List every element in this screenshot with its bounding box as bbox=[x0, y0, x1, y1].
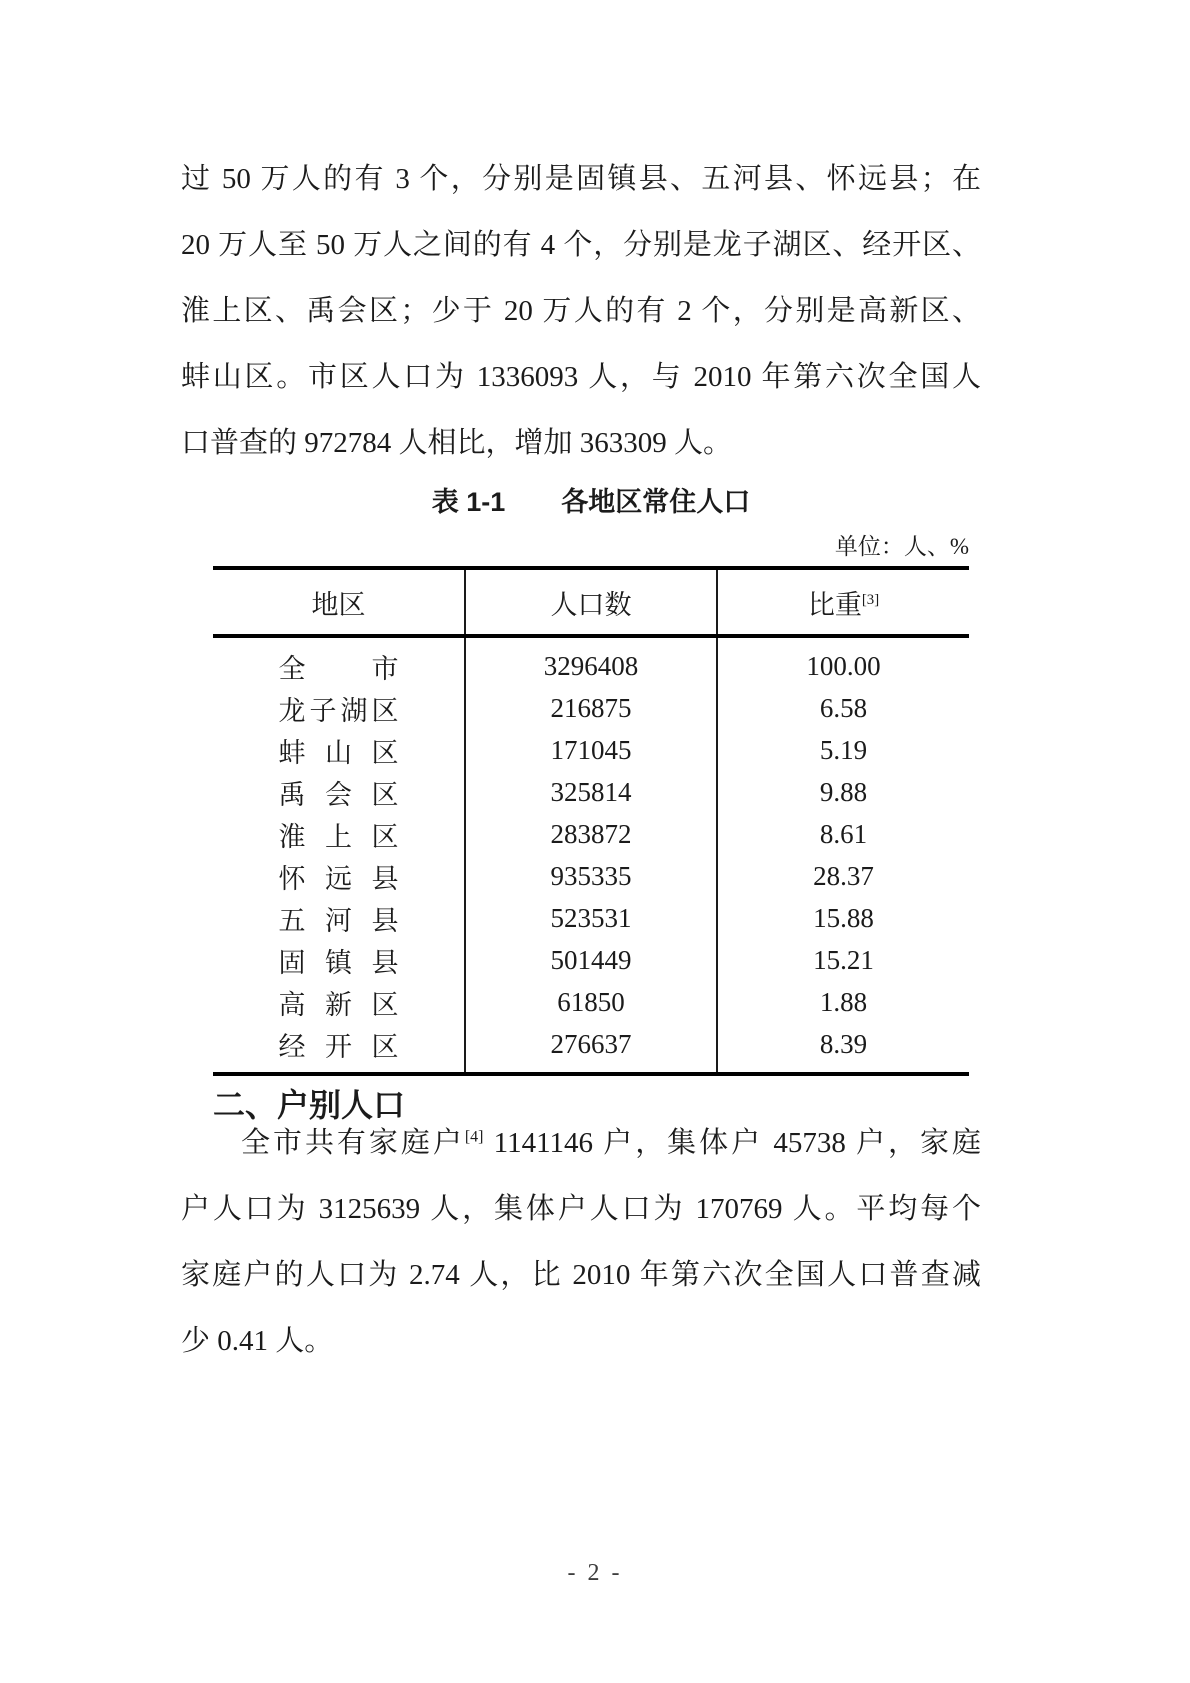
region-name: 全市 bbox=[278, 653, 399, 684]
table-row bbox=[213, 939, 969, 981]
table-row bbox=[213, 729, 969, 771]
proportion-cell: 8.39 bbox=[717, 1023, 969, 1074]
table-row bbox=[213, 813, 969, 855]
population-cell: 935335 bbox=[465, 855, 717, 897]
col-header-proportion-label: 比重 bbox=[807, 589, 862, 620]
region-cell bbox=[213, 813, 465, 855]
region-name: 淮上区 bbox=[278, 821, 399, 852]
col-header-proportion bbox=[717, 568, 969, 636]
region-name: 禹会区 bbox=[278, 779, 399, 810]
population-cell: 283872 bbox=[465, 813, 717, 855]
proportion-cell: 9.88 bbox=[717, 771, 969, 813]
text-line: 蚌山区。市区人口为 1336093 人，与 2010 年第六次全国人 bbox=[181, 361, 981, 393]
text-line bbox=[181, 1110, 981, 1176]
table-number-label: 表 1-1 bbox=[431, 487, 506, 517]
population-cell: 61850 bbox=[465, 981, 717, 1023]
region-cell bbox=[213, 1023, 465, 1074]
table-row bbox=[213, 636, 969, 687]
proportion-cell: 8.61 bbox=[717, 813, 969, 855]
proportion-cell: 100.00 bbox=[717, 636, 969, 687]
proportion-cell: 5.19 bbox=[717, 729, 969, 771]
text-line: 20 万人至 50 万人之间的有 4 个，分别是龙子湖区、经开区、 bbox=[181, 229, 981, 261]
proportion-cell: 6.58 bbox=[717, 687, 969, 729]
region-cell bbox=[213, 729, 465, 771]
region-name: 怀远县 bbox=[278, 863, 399, 894]
population-cell: 171045 bbox=[465, 729, 717, 771]
population-table bbox=[213, 566, 969, 1076]
text-line: 口普查的 972784 人相比，增加 363309 人。 bbox=[181, 427, 733, 459]
text-line: 淮上区、禹会区；少于 20 万人的有 2 个，分别是高新区、 bbox=[181, 295, 981, 327]
section-heading-household-population: 二、户别人口 bbox=[213, 1086, 406, 1123]
table-row bbox=[213, 771, 969, 813]
text-line: 家庭户的人口为 2.74 人，比 2010 年第六次全国人口普查减 bbox=[181, 1259, 981, 1291]
proportion-cell: 15.21 bbox=[717, 939, 969, 981]
household-footnote-ref: [4] bbox=[464, 1128, 484, 1146]
population-cell: 216875 bbox=[465, 687, 717, 729]
population-cell: 523531 bbox=[465, 897, 717, 939]
text-line: 户人口为 3125639 人，集体户人口为 170769 人。平均每个 bbox=[181, 1193, 981, 1225]
col-header-population: 人口数 bbox=[465, 568, 717, 636]
table-row bbox=[213, 1023, 969, 1074]
population-cell: 3296408 bbox=[465, 636, 717, 687]
region-name: 经开区 bbox=[278, 1031, 399, 1062]
table-header-row bbox=[213, 568, 969, 636]
population-cell: 325814 bbox=[465, 771, 717, 813]
population-cell: 501449 bbox=[465, 939, 717, 981]
region-cell bbox=[213, 687, 465, 729]
table-title-text: 各地区常住人口 bbox=[561, 487, 751, 517]
region-cell bbox=[213, 897, 465, 939]
region-cell bbox=[213, 771, 465, 813]
population-cell: 276637 bbox=[465, 1023, 717, 1074]
table-unit-note: 单位：人、% bbox=[834, 534, 969, 559]
region-name: 蚌山区 bbox=[278, 737, 399, 768]
table-title bbox=[213, 480, 969, 519]
household-text-after-footnote: 1141146 户，集体户 45738 户，家庭 bbox=[483, 1127, 981, 1159]
population-table-body bbox=[213, 636, 969, 1074]
proportion-cell: 1.88 bbox=[717, 981, 969, 1023]
table-row bbox=[213, 687, 969, 729]
table-row bbox=[213, 981, 969, 1023]
text-line: 过 50 万人的有 3 个，分别是固镇县、五河县、怀远县；在 bbox=[181, 163, 981, 195]
proportion-cell: 28.37 bbox=[717, 855, 969, 897]
region-cell bbox=[213, 981, 465, 1023]
paragraph-household-population bbox=[181, 1110, 981, 1374]
household-text-before-footnote: 全市共有家庭户 bbox=[241, 1127, 465, 1159]
paragraph-population-by-region bbox=[181, 146, 981, 476]
region-name: 龙子湖区 bbox=[278, 695, 399, 726]
table-row bbox=[213, 897, 969, 939]
region-name: 固镇县 bbox=[278, 947, 399, 978]
population-table-header bbox=[213, 568, 969, 636]
table-row bbox=[213, 855, 969, 897]
text-line: 少 0.41 人。 bbox=[181, 1325, 334, 1357]
proportion-cell: 15.88 bbox=[717, 897, 969, 939]
region-cell bbox=[213, 636, 465, 687]
region-name: 五河县 bbox=[278, 905, 399, 936]
region-name: 高新区 bbox=[278, 989, 399, 1020]
proportion-footnote-ref: [3] bbox=[861, 591, 880, 608]
page-number: - 2 - bbox=[567, 1560, 623, 1586]
region-cell bbox=[213, 939, 465, 981]
region-cell bbox=[213, 855, 465, 897]
col-header-region: 地区 bbox=[213, 568, 465, 636]
